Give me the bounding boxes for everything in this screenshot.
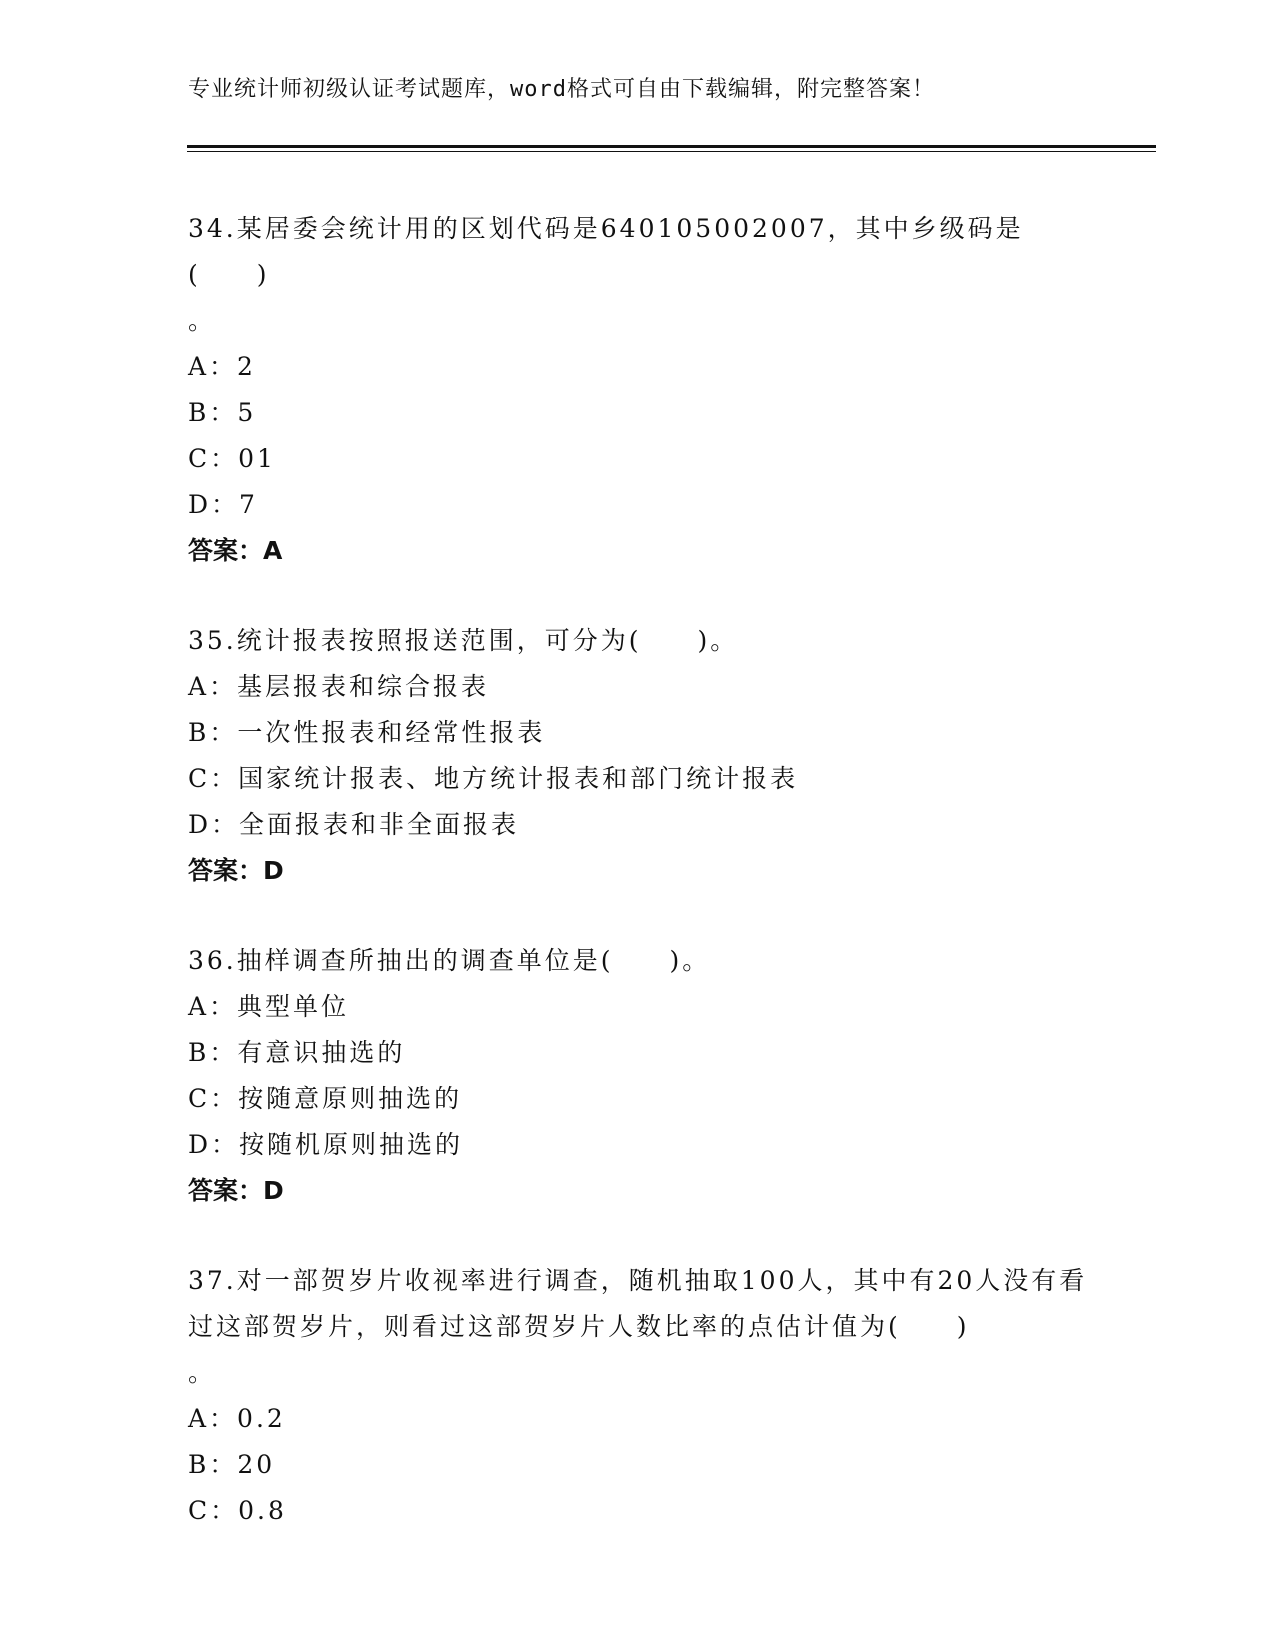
option-d: D：按随机原则抽选的: [188, 1130, 464, 1159]
option-a: A：典型单位: [188, 992, 350, 1021]
question-36: [188, 938, 1088, 1214]
option-c: C：按随意原则抽选的: [188, 1084, 463, 1113]
option-c: C：01: [188, 444, 276, 473]
option-d: D：全面报表和非全面报表: [188, 810, 520, 839]
question-37: [188, 1258, 1088, 1534]
option-a: A：0.2: [188, 1404, 286, 1433]
option-c: C：国家统计报表、地方统计报表和部门统计报表: [188, 764, 799, 793]
question-stem: 37.对一部贺岁片收视率进行调查，随机抽取100人，其中有20人没有看过这部贺岁片，则看过这部贺岁片人数比率的点估计值为( ): [188, 1266, 1088, 1341]
question-stem-tail: 。: [188, 1358, 214, 1387]
question-34: [188, 206, 1088, 574]
option-b: B：20: [188, 1450, 276, 1479]
option-b: B：一次性报表和经常性报表: [188, 718, 546, 747]
option-a: A：基层报表和综合报表: [188, 672, 490, 701]
option-d: D：7: [188, 490, 258, 519]
option-b: B：5: [188, 398, 257, 427]
header-divider-thick: [187, 145, 1156, 148]
question-list: [188, 206, 1088, 1578]
option-b: B：有意识抽选的: [188, 1038, 406, 1067]
question-stem: 36.抽样调查所抽出的调查单位是( )。: [188, 946, 711, 975]
question-stem: 35.统计报表按照报送范围，可分为( )。: [188, 626, 739, 655]
answer-line: 答案：D: [188, 1176, 284, 1205]
question-stem: 34.某居委会统计用的区划代码是640105002007，其中乡级码是( ): [188, 214, 1024, 289]
option-c: C：0.8: [188, 1496, 287, 1525]
answer-line: 答案：A: [188, 536, 283, 565]
question-stem-tail: 。: [188, 306, 214, 335]
option-a: A：2: [188, 352, 256, 381]
page-header: 专业统计师初级认证考试题库，word格式可自由下载编辑，附完整答案！: [188, 77, 935, 102]
question-35: [188, 618, 1088, 894]
answer-line: 答案：D: [188, 856, 284, 885]
header-divider-thin: [187, 151, 1156, 152]
